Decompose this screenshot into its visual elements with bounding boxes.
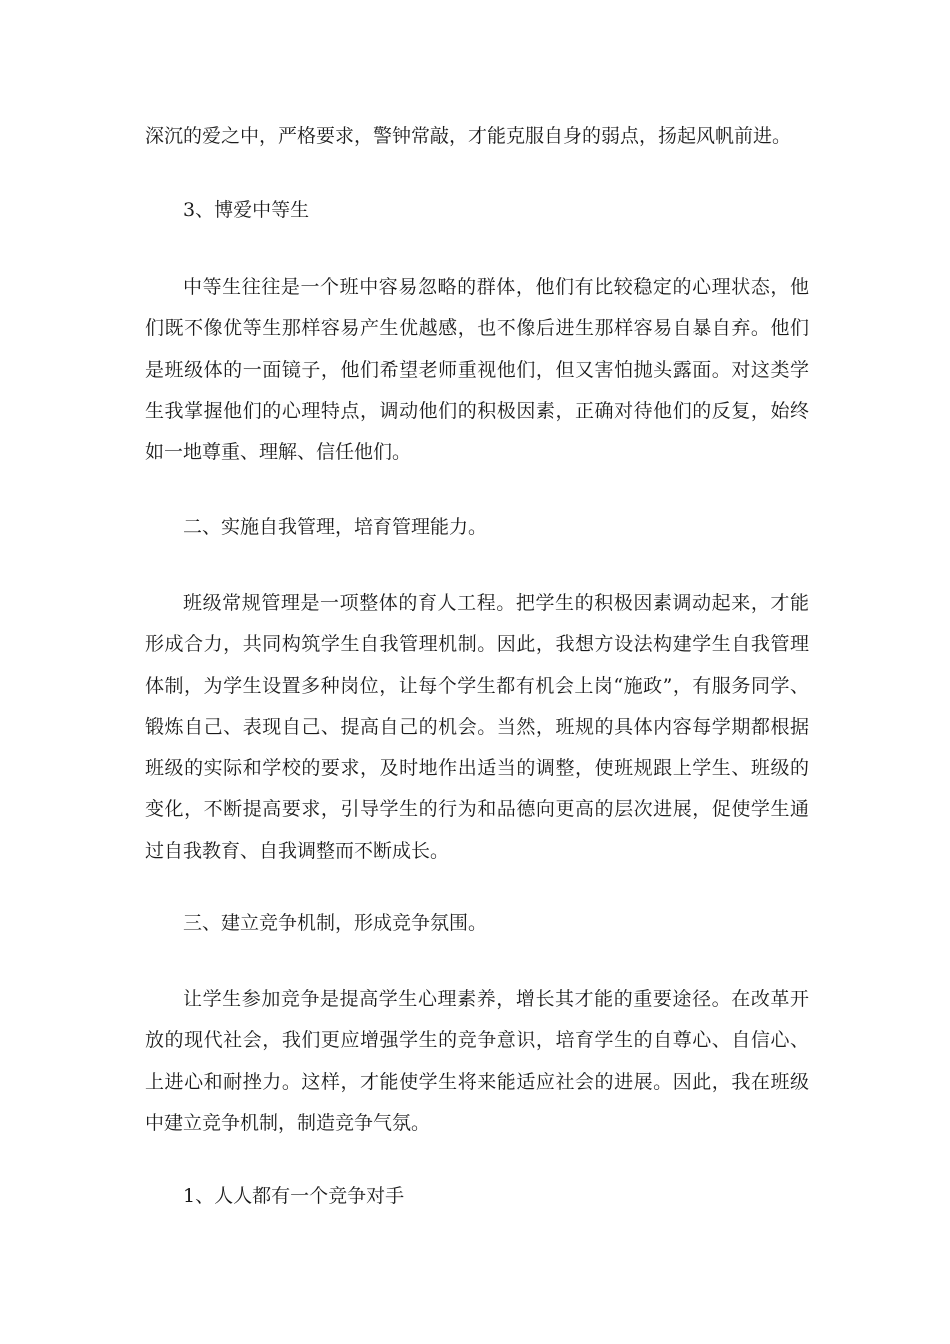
paragraph-middle-students: 中等生往往是一个班中容易忽略的群体，他们有比较稳定的心理状态，他们既不像优等生那样容易产生优越感，也不像后进生那样容易自暴自弃。他们是班级体的一面镜子，他们希望老师重视他们，但又害怕抛头露面。对这类学生我掌握他们的心理特点，调动他们的积极因素，正确对待他们的反复，始终如一地尊重、理解、信任他们。 bbox=[145, 276, 809, 464]
heading-self-management: 二、实施自我管理，培育管理能力。 bbox=[183, 516, 488, 538]
heading-competition: 三、建立竞争机制，形成竞争氛围。 bbox=[183, 912, 488, 934]
paragraph-competition: 让学生参加竞争是提高学生心理素养，增长其才能的重要途径。在改革开放的现代社会，我们更应增强学生的竞争意识，培育学生的自尊心、自信心、上进心和耐挫力。这样，才能使学生将来能适应社会的进展。因此，我在班级中建立竞争机制，制造竞争气氛。 bbox=[145, 988, 809, 1134]
paragraph-self-management: 班级常规管理是一项整体的育人工程。把学生的积极因素调动起来，才能形成合力，共同构筑学生自我管理机制。因此，我想方设法构建学生自我管理体制，为学生设置多种岗位，让每个学生都有机会上岗“施政”，有服务同学、锻炼自己、表现自己、提高自己的机会。当然，班规的具体内容每学期都根据班级的实际和学校的要求，及时地作出适当的调整，使班规跟上学生、班级的变化，不断提高要求，引导学生的行为和品德向更高的层次进展，促使学生通过自我教育、自我调整而不断成长。 bbox=[145, 592, 809, 862]
subheading-rival: 1、人人都有一个竞争对手 bbox=[183, 1185, 405, 1207]
paragraph-continuation: 深沉的爱之中，严格要求，警钟常敲，才能克服自身的弱点，扬起风帆前进。 bbox=[145, 125, 792, 147]
subheading-middle-students: 3、博爱中等生 bbox=[183, 199, 310, 221]
